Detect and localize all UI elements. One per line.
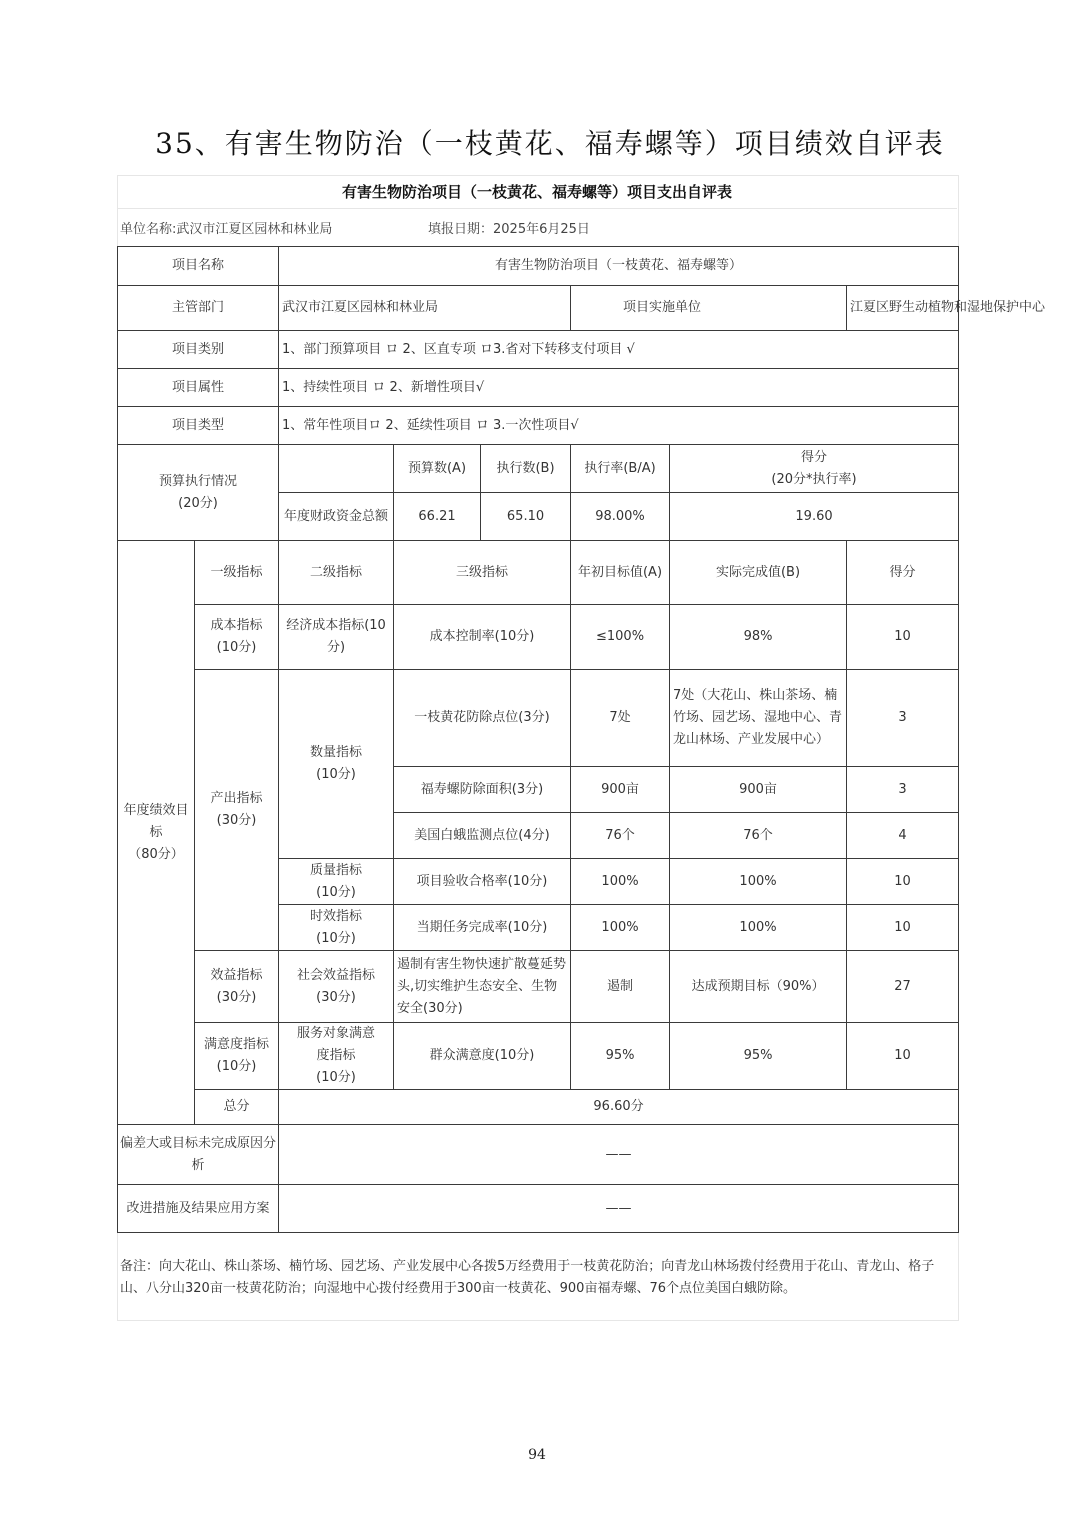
satisfaction-level1-points: (10分) [216, 1059, 257, 1074]
quantity-1-level3: 一枝黄花防除点位(3分) [394, 670, 571, 767]
attribute-label: 项目属性 [118, 369, 279, 407]
satisfaction-level2-text: 服务对象满意度指标 [297, 1026, 376, 1063]
remarks-note: 备注：向大花山、株山茶场、楠竹场、园艺场、产业发展中心各拨5万经费用于一枝黄花防治；向青龙山林场拨付经费用于花山、青龙山、格子山、八分山320亩一枝黄花防治；向湿地中心拨付经费用于300亩一枝黄花、900亩福寿螺、76个点位美国白蛾防除。 [120, 1259, 935, 1296]
type-value: 1、常年性项目ロ 2、延续性项目 ロ 3.一次性项目√ [279, 407, 959, 445]
row-type [118, 407, 959, 445]
department-label: 主管部门 [118, 286, 279, 331]
unit-label: 单位名称:武汉市江夏区园林和林业局 [120, 222, 333, 237]
timeliness-level3: 当期任务完成率(10分) [394, 905, 571, 951]
benefit-score: 27 [847, 951, 959, 1023]
cost-level3: 成本控制率(10分) [394, 605, 571, 670]
page-number: 94 [528, 1447, 546, 1463]
quality-actual: 100% [670, 859, 847, 905]
type-label: 项目类型 [118, 407, 279, 445]
header-level3: 三级指标 [394, 541, 571, 605]
benefit-target: 遏制 [571, 951, 670, 1023]
satisfaction-level1 [195, 1023, 279, 1090]
quantity-3-actual: 76个 [670, 813, 847, 859]
attribute-value: 1、持续性项目 ロ 2、新增性项目√ [279, 369, 959, 407]
output-level1 [195, 670, 279, 951]
row-deviation [118, 1125, 959, 1185]
project-name-value: 有害生物防治项目（一枝黄花、福寿螺等） [279, 247, 959, 286]
budget-value-rate: 98.00% [571, 493, 670, 541]
row-category [118, 331, 959, 369]
total-value: 96.60分 [279, 1090, 959, 1125]
sheet-title: 有害生物防治项目（一枝黄花、福寿螺等）项目支出自评表 [117, 176, 957, 209]
row-project-name [118, 247, 959, 286]
quantity-level2-points: (10分) [316, 767, 356, 782]
improvement-value: —— [279, 1185, 959, 1233]
timeliness-actual: 100% [670, 905, 847, 951]
output-level1-text: 产出指标 [210, 791, 263, 806]
output-level1-points: (30分) [216, 813, 257, 828]
page-title: 35、有害生物防治（一枝黄花、福寿螺等）项目绩效自评表 [155, 127, 945, 160]
budget-score-title: 得分 [801, 449, 828, 465]
impl-unit-value: 江夏区野生动植物和湿地保护中心 [847, 286, 959, 331]
benefit-level1-text: 效益指标 [210, 967, 263, 983]
quantity-level2-text: 数量指标 [310, 745, 363, 760]
budget-header-a: 预算数(A) [394, 445, 481, 493]
cost-level2: 经济成本指标(10分) [279, 605, 394, 670]
cost-score: 10 [847, 605, 959, 670]
cost-level1-text: 成本指标 [210, 618, 263, 633]
header-target: 年初目标值(A) [571, 541, 670, 605]
cost-actual: 98% [670, 605, 847, 670]
timeliness-target: 100% [571, 905, 670, 951]
budget-value-score: 19.60 [670, 493, 959, 541]
cost-target: ≤100% [571, 605, 670, 670]
quantity-1-target: 7处 [571, 670, 670, 767]
quantity-2-target: 900亩 [571, 767, 670, 813]
budget-label-text: 预算执行情况 [159, 473, 238, 489]
quality-level3: 项目验收合格率(10分) [394, 859, 571, 905]
benefit-level2: 社会效益指标(30分) [279, 951, 394, 1023]
quantity-1-score: 3 [847, 670, 959, 767]
budget-header-b: 执行数(B) [481, 445, 571, 493]
row-performance-header [118, 541, 959, 605]
header-actual: 实际完成值(B) [670, 541, 847, 605]
quantity-2-score: 3 [847, 767, 959, 813]
quality-level2-points: (10分) [316, 884, 356, 900]
impl-unit-label: 项目实施单位 [571, 286, 847, 331]
cost-level1-points: (10分) [216, 640, 257, 655]
satisfaction-level2-points: (10分) [316, 1070, 356, 1085]
satisfaction-level2 [279, 1023, 394, 1090]
row-cost [118, 605, 959, 670]
timeliness-level2-text: 时效指标 [310, 908, 363, 924]
benefit-level1 [195, 951, 279, 1023]
evaluation-table [117, 246, 1046, 1233]
satisfaction-score: 10 [847, 1023, 959, 1090]
improvement-label: 改进措施及结果应用方案 [118, 1185, 279, 1233]
deviation-label: 偏差大或目标未完成原因分析 [118, 1125, 279, 1185]
project-name-label: 项目名称 [118, 247, 279, 286]
header-level2: 二级指标 [279, 541, 394, 605]
quantity-3-target: 76个 [571, 813, 670, 859]
row-budget-header [118, 445, 959, 493]
budget-row-label: 年度财政资金总额 [279, 493, 394, 541]
budget-label [118, 445, 279, 541]
header-score: 得分 [847, 541, 959, 605]
row-output-quantity-1 [118, 670, 959, 767]
benefit-level3: 遏制有害生物快速扩散蔓延势头,切实维护生态安全、生物安全(30分) [394, 951, 571, 1023]
row-department [118, 286, 959, 331]
benefit-level1-points: (30分) [216, 989, 257, 1005]
timeliness-score: 10 [847, 905, 959, 951]
budget-header-rate: 执行率(B/A) [571, 445, 670, 493]
satisfaction-target: 95% [571, 1023, 670, 1090]
department-value: 武汉市江夏区园林和林业局 [279, 286, 571, 331]
category-label: 项目类别 [118, 331, 279, 369]
timeliness-level2-points: (10分) [316, 930, 356, 946]
category-value: 1、部门预算项目 ロ 2、区直专项 ロ3.省对下转移支付项目 √ [279, 331, 959, 369]
budget-blank-cell [279, 445, 394, 493]
quality-score: 10 [847, 859, 959, 905]
budget-value-a: 66.21 [394, 493, 481, 541]
satisfaction-actual: 95% [670, 1023, 847, 1090]
budget-score-formula: (20分*执行率) [771, 471, 857, 487]
performance-section-points: （80分） [128, 846, 184, 862]
deviation-value: —— [279, 1125, 959, 1185]
date-label: 填报日期：2025年6月25日 [428, 222, 590, 237]
quality-level2 [279, 859, 394, 905]
quantity-3-score: 4 [847, 813, 959, 859]
performance-section-label [118, 541, 195, 1125]
benefit-actual: 达成预期目标（90%） [670, 951, 847, 1023]
budget-points: (20分) [178, 495, 218, 511]
quantity-2-actual: 900亩 [670, 767, 847, 813]
row-satisfaction [118, 1023, 959, 1090]
quantity-2-level3: 福寿螺防除面积(3分) [394, 767, 571, 813]
satisfaction-level3: 群众满意度(10分) [394, 1023, 571, 1090]
row-attribute [118, 369, 959, 407]
quantity-1-actual: 7处（大花山、株山茶场、楠竹场、园艺场、湿地中心、青龙山林场、产业发展中心） [670, 670, 847, 767]
budget-header-score [670, 445, 959, 493]
row-benefit [118, 951, 959, 1023]
cost-level1 [195, 605, 279, 670]
quantity-3-level3: 美国白蛾监测点位(4分) [394, 813, 571, 859]
total-label: 总分 [195, 1090, 279, 1125]
row-total [118, 1090, 959, 1125]
performance-section-text: 年度绩效目标 [123, 802, 189, 840]
header-level1: 一级指标 [195, 541, 279, 605]
satisfaction-level1-text: 满意度指标 [204, 1037, 270, 1052]
budget-value-b: 65.10 [481, 493, 571, 541]
quality-level2-text: 质量指标 [310, 862, 363, 878]
quality-target: 100% [571, 859, 670, 905]
quantity-level2 [279, 670, 394, 859]
row-improvement [118, 1185, 959, 1233]
timeliness-level2 [279, 905, 394, 951]
